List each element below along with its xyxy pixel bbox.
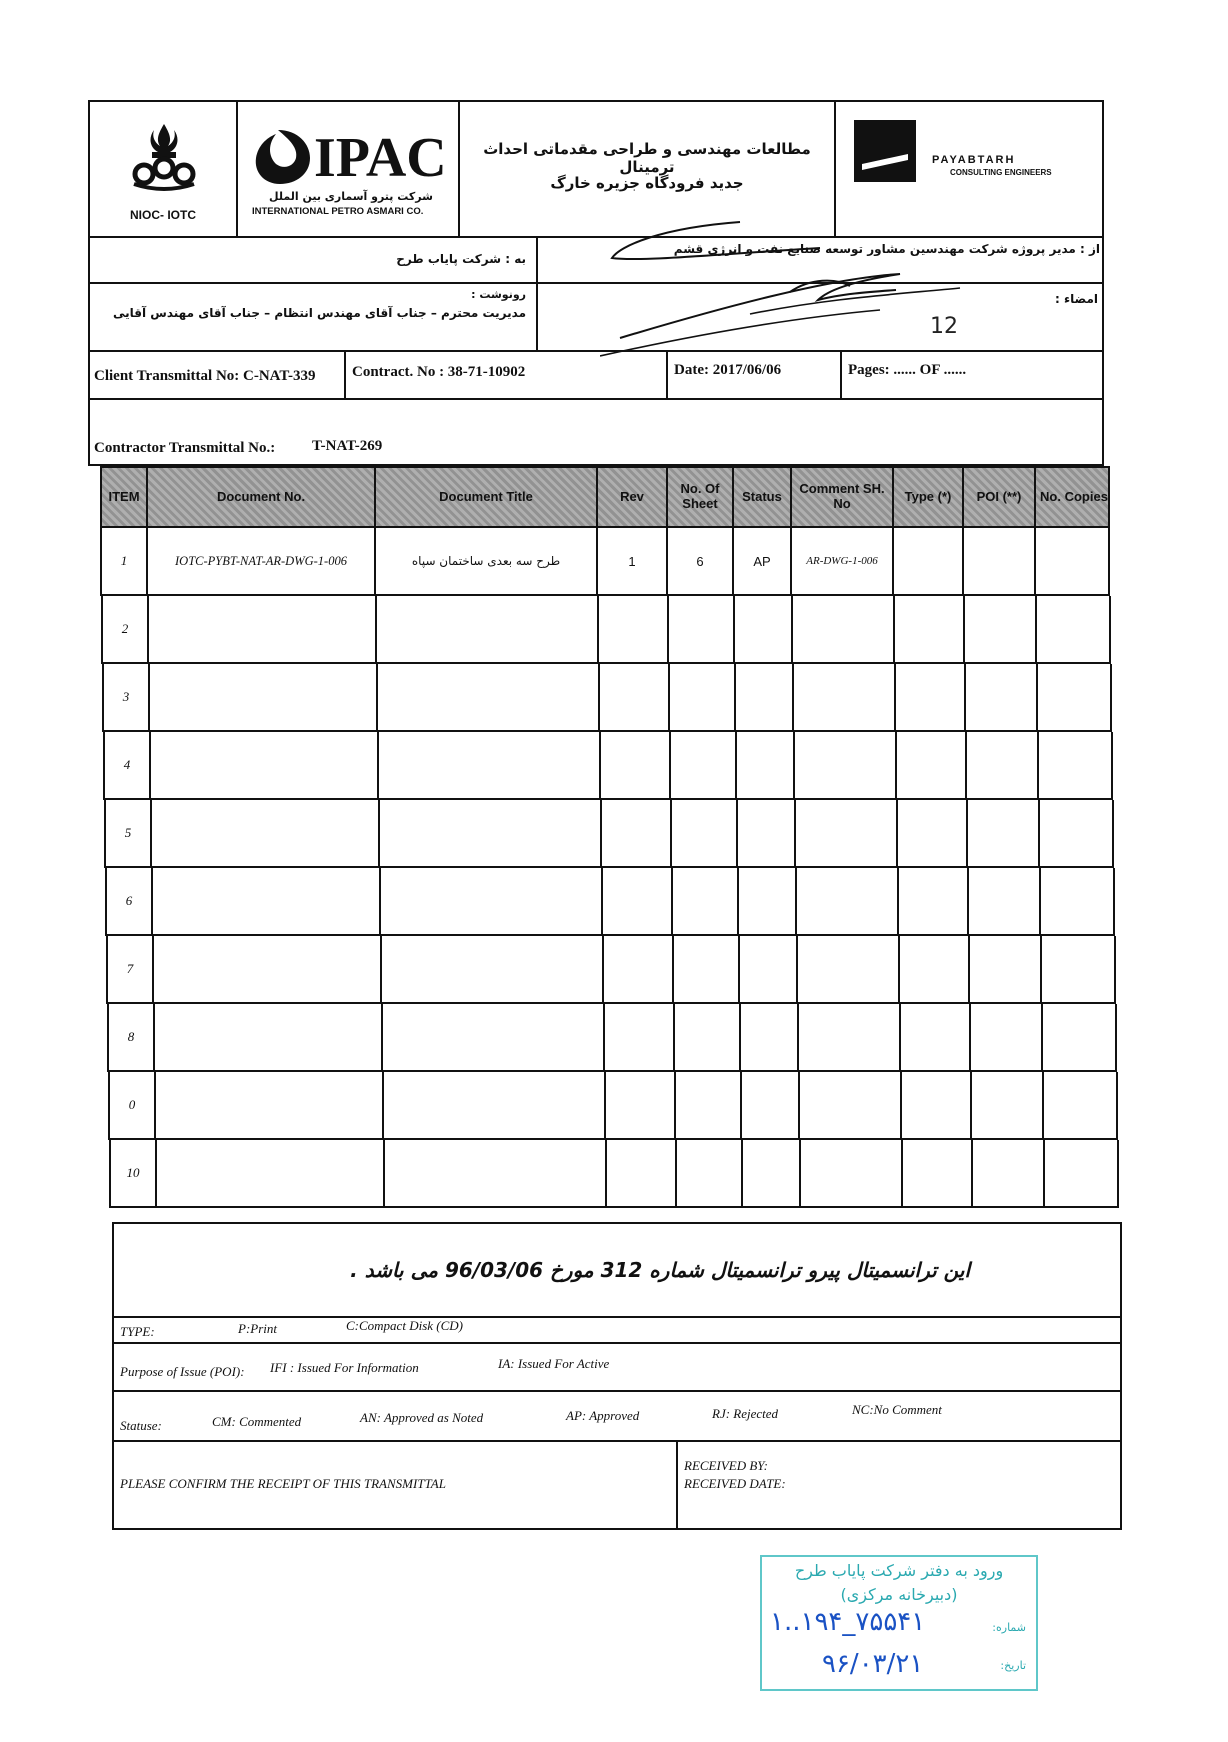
- column-header: Document Title: [376, 468, 598, 526]
- ipac-logo-text: IPAC: [314, 127, 447, 189]
- contractor-transmittal-label: Contractor Transmittal No.:: [94, 440, 276, 456]
- cell-copies: [1038, 664, 1114, 730]
- cell-title: [382, 936, 604, 1002]
- cell-item: 2: [103, 596, 149, 662]
- cell-doc-no: [155, 1004, 383, 1070]
- project-title-cell: [460, 102, 836, 236]
- confirm-receipt: PLEASE CONFIRM THE RECEIPT OF THIS TRANSMITTAL: [120, 1476, 446, 1491]
- contractor-transmittal-row: [88, 400, 1104, 466]
- cell-type: [894, 528, 964, 594]
- poi-ifi: IFI : Issued For Information: [270, 1360, 419, 1375]
- cc-signature-row: [88, 284, 1104, 352]
- cell-comment: [796, 800, 898, 866]
- cell-status: [738, 800, 796, 866]
- cell-copies: [1040, 800, 1116, 866]
- cell-doc-no: [157, 1140, 385, 1206]
- nioc-caption: NIOC- IOTC: [130, 208, 196, 222]
- cell-rev: [607, 1140, 677, 1206]
- received-by: RECEIVED BY:: [684, 1458, 768, 1473]
- cell-sheets: [675, 1004, 741, 1070]
- table-row: [106, 936, 1116, 1004]
- table-row: [100, 528, 1110, 596]
- cell-title: [379, 732, 601, 798]
- payabtarh-logo-icon: [854, 120, 916, 182]
- to-recipient: به : شرکت پایاب طرح: [396, 252, 526, 266]
- status-cm: CM: Commented: [212, 1414, 302, 1429]
- cell-type: [901, 1004, 971, 1070]
- table-row: [107, 1004, 1117, 1072]
- status-an: AN: Approved as Noted: [360, 1410, 484, 1425]
- cell-sheets: [672, 800, 738, 866]
- receipt-stamp: [760, 1555, 1038, 1691]
- cell-status: [741, 1004, 799, 1070]
- cell-copies: [1045, 1140, 1121, 1206]
- table-row: [103, 732, 1113, 800]
- cell-sheets: [671, 732, 737, 798]
- cell-item: 1: [102, 528, 148, 594]
- cc-label: رونوشت :: [471, 288, 526, 301]
- cell-comment: [799, 1004, 901, 1070]
- cell-copies: [1036, 528, 1112, 594]
- cell-type: [900, 936, 970, 1002]
- cell-copies: [1039, 732, 1115, 798]
- poi-legend-row: [112, 1344, 1122, 1392]
- transmittal-row: [88, 352, 1104, 400]
- column-header: No. Copies: [1040, 488, 1108, 504]
- poi-label: Purpose of Issue (POI):: [120, 1364, 245, 1379]
- table-header: [100, 466, 1110, 528]
- nioc-logo-cell: [90, 102, 238, 236]
- cell-sheets: [670, 664, 736, 730]
- cell-poi: [967, 732, 1039, 798]
- contractor-transmittal-no: T-NAT-269: [312, 438, 383, 454]
- stamp-date: ۹۶/۰۳/۲۱: [822, 1649, 924, 1679]
- cell-status: [740, 936, 798, 1002]
- cell-sheets: [669, 596, 735, 662]
- signature-note: 12: [930, 314, 958, 339]
- project-title-line2: جدید فرودگاه جزیره خارگ: [550, 174, 744, 192]
- table-row: [101, 596, 1111, 664]
- type-legend-row: [112, 1318, 1122, 1344]
- cell-item: 3: [104, 664, 150, 730]
- cell-copies: [1042, 936, 1118, 1002]
- nioc-emblem-icon: [130, 120, 198, 200]
- cell-title: [377, 596, 599, 662]
- cell-title: [380, 800, 602, 866]
- cell-rev: [601, 732, 671, 798]
- column-header: Rev: [598, 468, 668, 526]
- cell-status: [739, 868, 797, 934]
- cell-item: 0: [110, 1072, 156, 1138]
- cell-status: [737, 732, 795, 798]
- cell-rev: [599, 596, 669, 662]
- cc-recipients: مدیریت محترم – جناب آقای مهندس انتظام – جناب آقای مهندس آقایی: [112, 306, 526, 320]
- column-header: ITEM: [102, 468, 148, 526]
- column-header: Document No.: [148, 468, 376, 526]
- cell-title: [385, 1140, 607, 1206]
- stamp-date-label: تاریخ:: [1000, 1659, 1026, 1672]
- cell-type: [897, 732, 967, 798]
- cell-item: 5: [106, 800, 152, 866]
- cell-type: [898, 800, 968, 866]
- status-label: Statuse:: [120, 1418, 162, 1433]
- cell-rev: 1: [598, 528, 668, 594]
- column-header: No. Of Sheet: [668, 468, 734, 526]
- letterhead: [88, 100, 1104, 238]
- table-row: [102, 664, 1112, 732]
- cell-poi: [970, 936, 1042, 1002]
- stamp-number: ۱..۱۹۴_۷۵۵۴۱: [770, 1607, 926, 1637]
- consultant-subtitle: CONSULTING ENGINEERS: [950, 168, 1052, 177]
- from-sender: از : مدیر پروژه شرکت مهندسین مشاور توسعه صنایع نفت و انرژی قشم: [673, 242, 1100, 256]
- cell-comment: [800, 1072, 902, 1138]
- reference-note: این ترانسمیتال پیرو ترانسمیتال شماره 312 مورخ 96/03/06 می باشد .: [350, 1258, 970, 1282]
- type-cd: C:Compact Disk (CD): [346, 1318, 463, 1333]
- transmittal-date: Date: 2017/06/06: [674, 362, 782, 378]
- type-label: TYPE:: [120, 1324, 155, 1339]
- signature-label: امضاء :: [1055, 292, 1098, 306]
- cell-status: AP: [734, 528, 792, 594]
- cell-comment: [795, 732, 897, 798]
- cell-copies: [1041, 868, 1117, 934]
- poi-ia: IA: Issued For Active: [498, 1356, 610, 1371]
- ipac-logo-cell: [238, 102, 460, 236]
- cell-rev: [606, 1072, 676, 1138]
- column-header: Status: [734, 468, 792, 526]
- column-header: Type (*): [894, 468, 964, 526]
- cell-doc-no: [156, 1072, 384, 1138]
- table-row: [104, 800, 1114, 868]
- cell-doc-no: [150, 664, 378, 730]
- cell-rev: [602, 800, 672, 866]
- status-ap: AP: Approved: [566, 1408, 640, 1423]
- stamp-number-label: شماره:: [992, 1621, 1026, 1634]
- contract-no: Contract. No : 38-71-10902: [352, 364, 526, 380]
- cell-rev: [603, 868, 673, 934]
- table-row: [109, 1140, 1119, 1208]
- cell-rev: [600, 664, 670, 730]
- reference-note-box: [112, 1222, 1122, 1318]
- cell-title: [384, 1072, 606, 1138]
- cell-doc-no: [151, 732, 379, 798]
- cell-item: 4: [105, 732, 151, 798]
- table-row: [105, 868, 1115, 936]
- cell-status: [742, 1072, 800, 1138]
- status-nc: NC:No Comment: [852, 1402, 942, 1417]
- consultant-logo-cell: [836, 102, 1102, 236]
- cell-item: 8: [109, 1004, 155, 1070]
- cell-item: 10: [111, 1140, 157, 1206]
- cell-type: [895, 596, 965, 662]
- cell-comment: [798, 936, 900, 1002]
- client-transmittal-no: Client Transmittal No: C-NAT-339: [94, 368, 316, 384]
- column-header: Comment SH. No: [792, 468, 894, 526]
- ipac-logo-icon: [248, 120, 448, 190]
- cell-item: 7: [108, 936, 154, 1002]
- cell-poi: [966, 664, 1038, 730]
- stamp-line1: ورود به دفتر شرکت پایاب طرح: [794, 1561, 1004, 1580]
- cell-doc-no: [149, 596, 377, 662]
- cell-title: [381, 868, 603, 934]
- consultant-name: PAYABTARH: [932, 154, 1016, 166]
- cell-title: طرح سه بعدی ساختمان سپاه: [376, 528, 598, 594]
- column-header: POI (**): [964, 468, 1036, 526]
- status-legend-row: [112, 1392, 1122, 1442]
- cell-copies: [1044, 1072, 1120, 1138]
- cell-type: [899, 868, 969, 934]
- to-from-row: [88, 238, 1104, 284]
- cell-comment: [801, 1140, 903, 1206]
- cell-status: [735, 596, 793, 662]
- cell-status: [736, 664, 794, 730]
- ipac-english-name: INTERNATIONAL PETRO ASMARI CO.: [252, 206, 424, 217]
- cell-comment: [794, 664, 896, 730]
- cell-poi: [965, 596, 1037, 662]
- cell-poi: [972, 1072, 1044, 1138]
- cell-poi: [968, 800, 1040, 866]
- cell-title: [378, 664, 600, 730]
- cell-copies: [1037, 596, 1113, 662]
- cell-rev: [604, 936, 674, 1002]
- cell-title: [383, 1004, 605, 1070]
- cell-comment: [793, 596, 895, 662]
- cell-item: 6: [107, 868, 153, 934]
- cell-rev: [605, 1004, 675, 1070]
- received-date: RECEIVED DATE:: [684, 1476, 786, 1491]
- cell-sheets: [673, 868, 739, 934]
- project-title-line1: مطالعات مهندسی و طراحی مقدماتی احداث ترمینال: [483, 140, 811, 176]
- type-print: P:Print: [238, 1321, 277, 1336]
- status-rj: RJ: Rejected: [712, 1406, 779, 1421]
- table-row: [108, 1072, 1118, 1140]
- cell-type: [903, 1140, 973, 1206]
- cell-doc-no: [154, 936, 382, 1002]
- cell-poi: [973, 1140, 1045, 1206]
- stamp-line2: (دبیرخانه مرکزی): [840, 1585, 958, 1604]
- cell-poi: [971, 1004, 1043, 1070]
- cell-sheets: [677, 1140, 743, 1206]
- cell-comment: [797, 868, 899, 934]
- cell-sheets: 6: [668, 528, 734, 594]
- receipt-row: [112, 1442, 1122, 1530]
- cell-doc-no: [152, 800, 380, 866]
- cell-sheets: [676, 1072, 742, 1138]
- cell-sheets: [674, 936, 740, 1002]
- cell-doc-no: [153, 868, 381, 934]
- cell-doc-no: IOTC-PYBT-NAT-AR-DWG-1-006: [148, 528, 376, 594]
- cell-poi: [969, 868, 1041, 934]
- cell-status: [743, 1140, 801, 1206]
- ipac-persian-name: شرکت پترو آسماری بین الملل: [269, 190, 433, 203]
- cell-comment: AR-DWG-1-006: [792, 528, 894, 594]
- cell-poi: [964, 528, 1036, 594]
- cell-type: [902, 1072, 972, 1138]
- pages-count: Pages: ...... OF ......: [848, 362, 967, 378]
- cell-type: [896, 664, 966, 730]
- cell-copies: [1043, 1004, 1119, 1070]
